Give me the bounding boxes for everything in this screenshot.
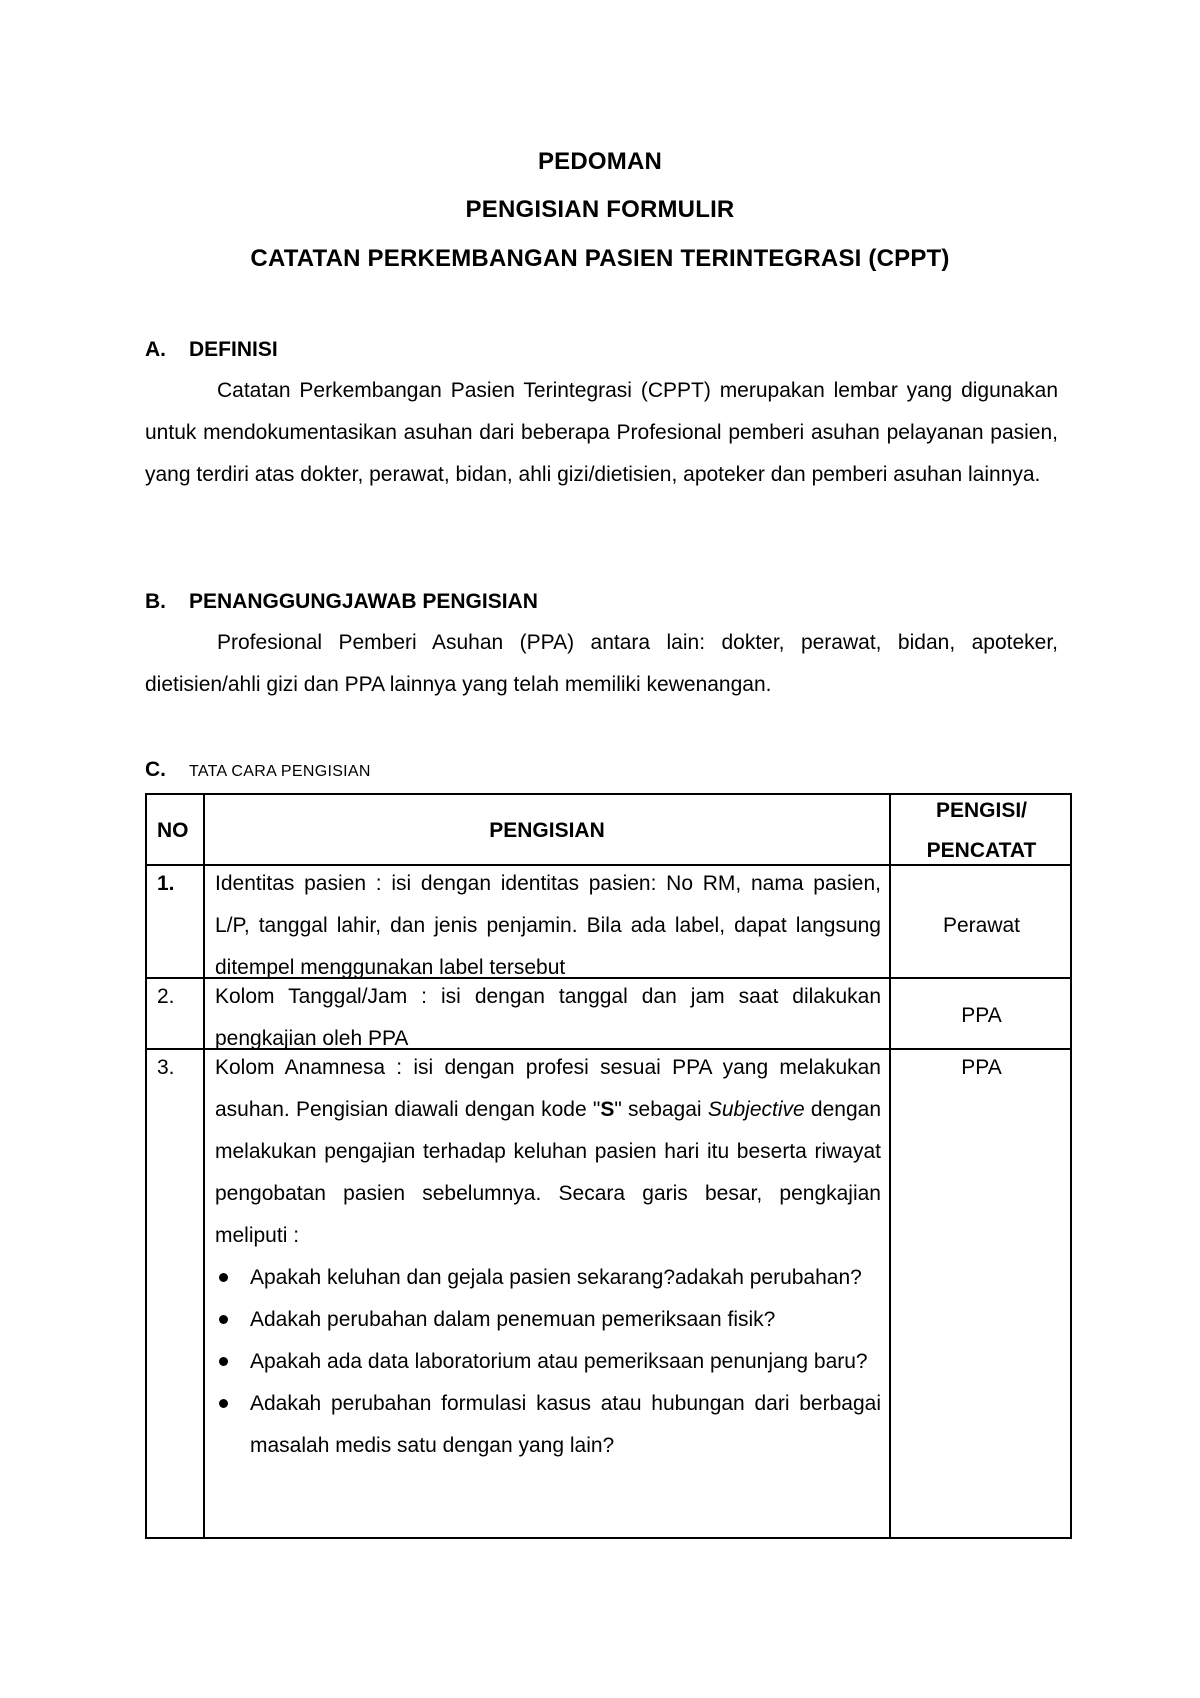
tata-cara-table [145,793,1072,1539]
row-1-text: Identitas pasien : isi dengan identitas pasien: No RM, nama pasien, L/P, tanggal lahir, dan jenis penjamin. Bila ada label, dapat langsung ditempel menggunakan label tersebut [215,872,881,979]
row-2-pengisi: PPA [961,1004,1002,1027]
section-b-letter: B. [145,590,166,613]
section-b-heading [145,590,538,614]
row-3-code: S [600,1098,615,1121]
section-a-letter: A. [145,338,166,361]
row-3-bullet-list [215,1257,881,1467]
header-pengisi-line2: PENCATAT [926,839,1037,862]
header-pengisi-line1: PENGISI/ [935,799,1028,822]
section-b-title: PENANGGUNGJAWAB PENGISIAN [189,590,538,613]
list-item: Apakah ada data laboratorium atau pemeriksaan penunjang baru? [215,1341,881,1383]
title-cppt: CATATAN PERKEMBANGAN PASIEN TERINTEGRASI (CPPT) [250,245,950,272]
section-c-letter: C. [145,758,166,781]
section-c-title: TATA CARA PENGISIAN [189,763,371,780]
row-3-text [215,1047,881,1257]
section-c-heading [145,758,371,782]
title-pengisian-formulir: PENGISIAN FORMULIR [465,196,735,223]
section-a-heading [145,338,278,362]
row-3-text-part2: " sebagai [614,1098,708,1121]
row-1-pengisi: Perawat [942,914,1021,937]
row-3-italic: Subjective [707,1098,805,1121]
header-no: NO [157,819,189,842]
row-1-no: 1. [157,872,175,895]
row-3-pengisi: PPA [961,1056,1002,1079]
row-2-text: Kolom Tanggal/Jam : isi dengan tanggal dan jam saat dilakukan pengkajian oleh PPA [215,985,881,1050]
list-item: Adakah perubahan formulasi kasus atau hubungan dari berbagai masalah medis satu dengan yang lain? [215,1383,881,1467]
row-3-text-part3: dengan melakukan pengajian terhadap keluhan pasien hari itu beserta riwayat pengobatan pasien sebelumnya. Secara garis besar, pengkajian meliputi : [215,1098,881,1247]
section-b-body: Profesional Pemberi Asuhan (PPA) antara lain: dokter, perawat, bidan, apoteker, dietisien/ahli gizi dan PPA lainnya yang telah memiliki kewenangan. [145,631,1058,696]
row-3-no: 3. [157,1056,175,1079]
section-a-title: DEFINISI [189,338,278,361]
header-pengisian: PENGISIAN [489,819,605,842]
section-a-body: Catatan Perkembangan Pasien Terintegrasi (CPPT) merupakan lembar yang digunakan untuk mendokumentasikan asuhan dari beberapa Profesional pemberi asuhan pelayanan pasien, yang terdiri atas dokter, perawat, bidan, ahli gizi/dietisien, apoteker dan pemberi asuhan lainnya. [145,379,1058,486]
table-col-divider [203,795,205,1537]
list-item: Adakah perubahan dalam penemuan pemeriksaan fisik? [215,1299,881,1341]
row-3-text-part1: Kolom Anamnesa : isi dengan profesi sesuai PPA yang melakukan asuhan. Pengisian diawali dengan kode " [215,1056,881,1121]
row-2-no: 2. [157,985,175,1008]
row-3-content [215,1047,881,1467]
title-pedoman: PEDOMAN [537,148,663,175]
header-pengisi [891,791,1072,871]
list-item: Apakah keluhan dan gejala pasien sekarang?adakah perubahan? [215,1257,881,1299]
